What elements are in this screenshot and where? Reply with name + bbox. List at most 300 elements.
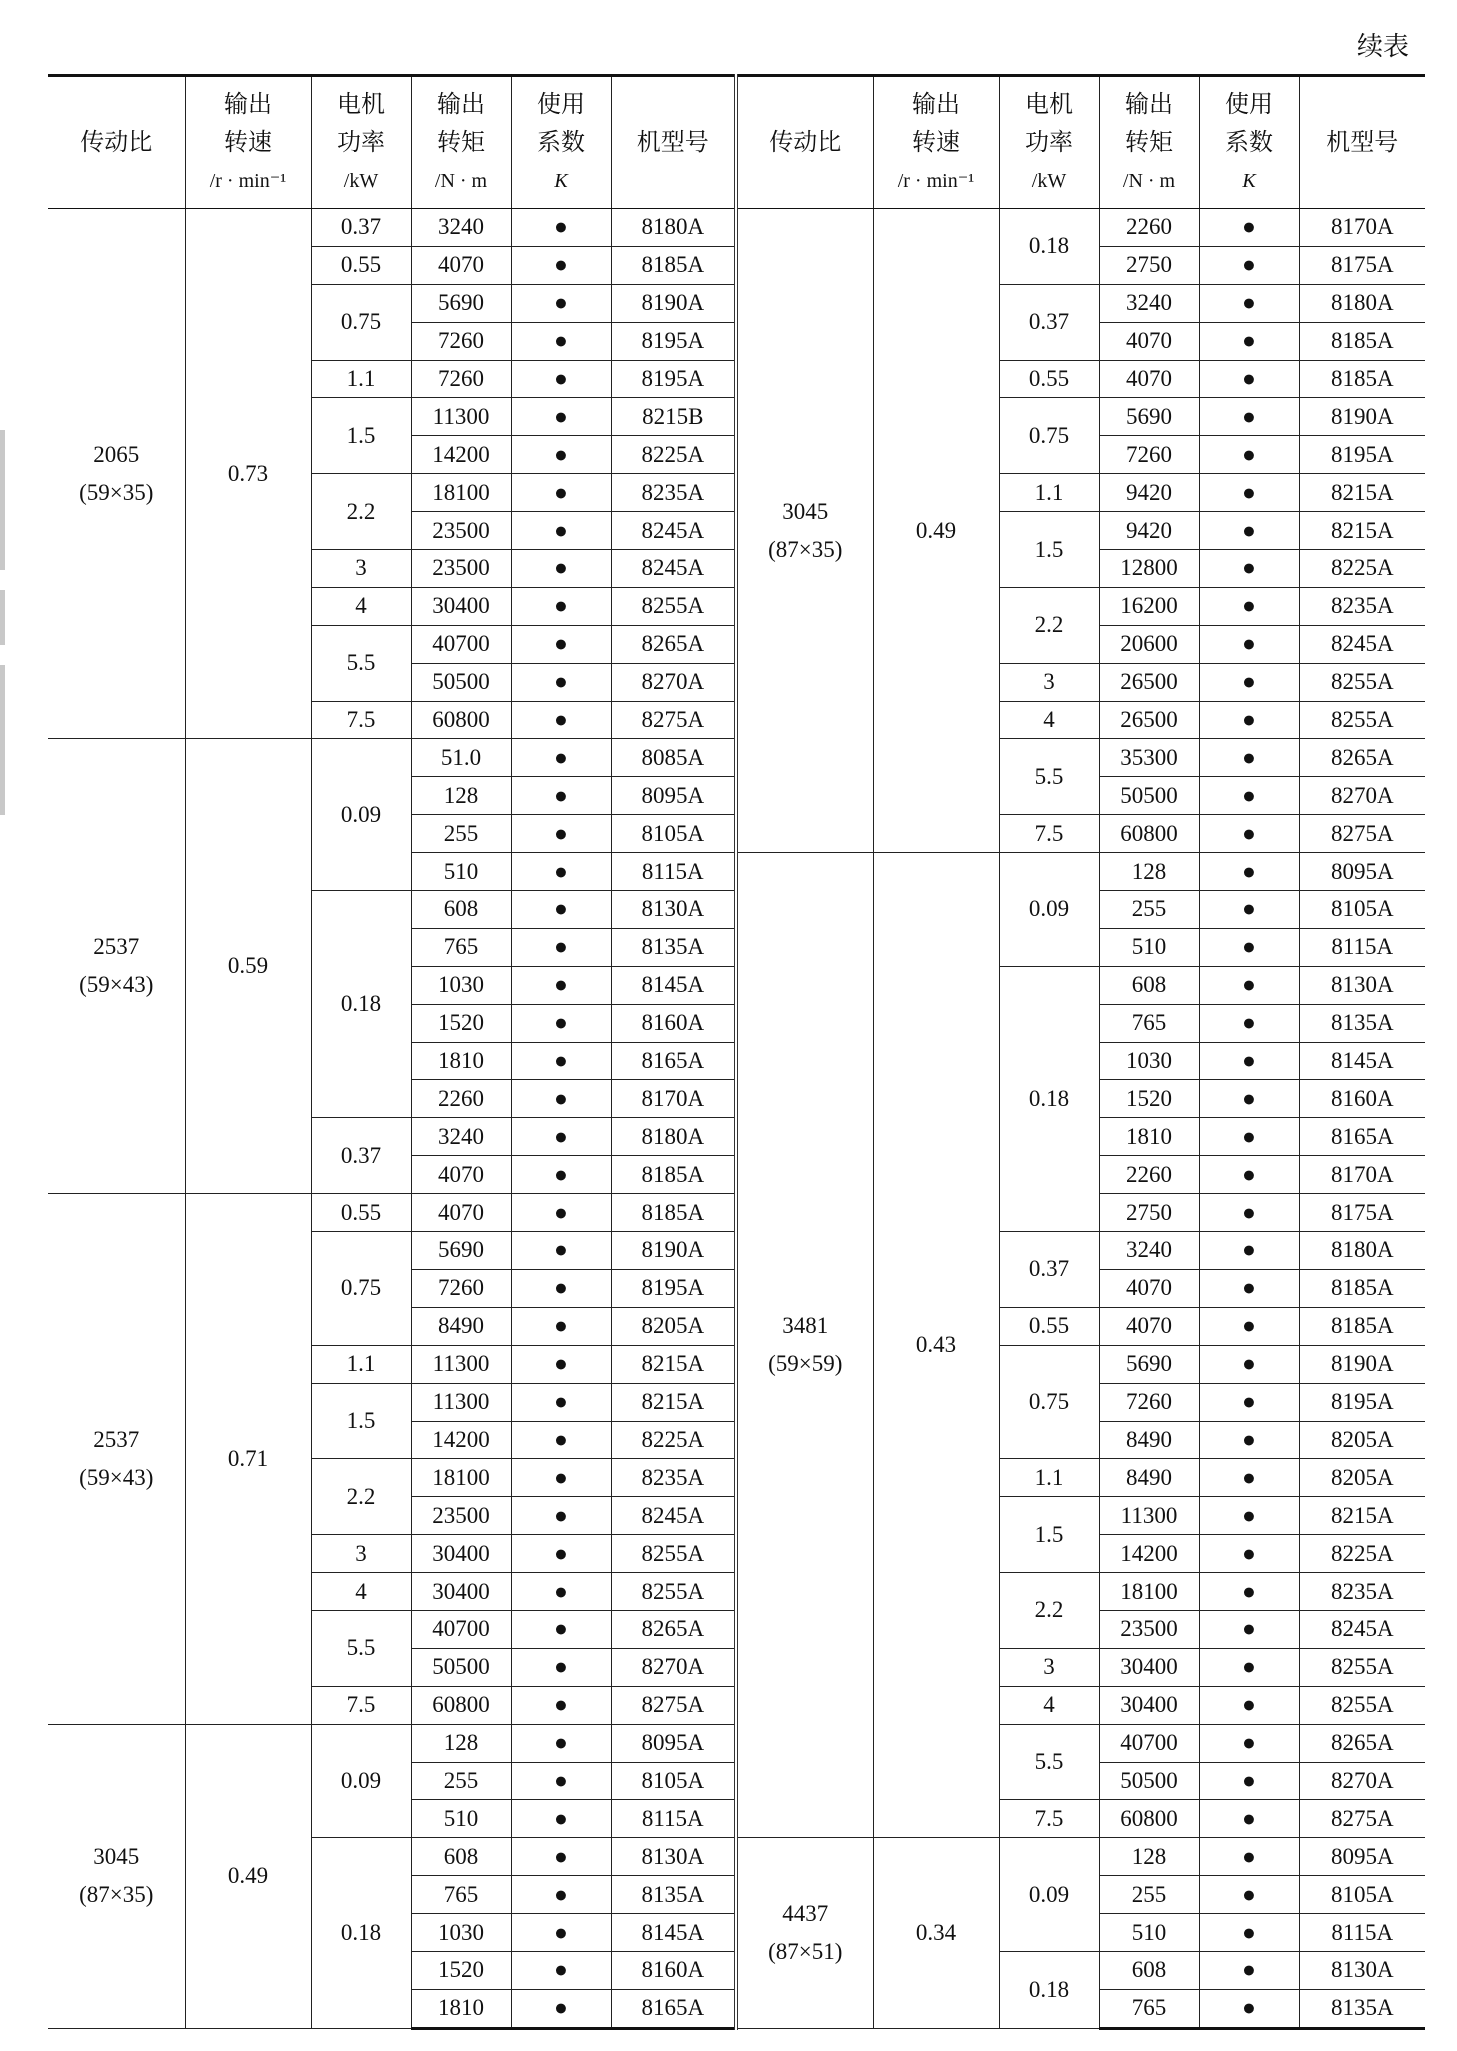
output-torque-cell: 510 [411,853,511,891]
model-number-cell: 8190A [1299,398,1425,436]
output-torque-cell: 23500 [411,1497,511,1535]
model-number-cell: 8275A [611,1686,736,1724]
scan-edge-mark [0,665,5,815]
model-number-cell: 8270A [611,1648,736,1686]
output-torque-cell: 51.0 [411,739,511,777]
service-factor-dot: ● [1199,1648,1299,1686]
service-factor-dot: ● [1199,1269,1299,1307]
output-torque-cell: 1030 [411,1914,511,1952]
motor-power-cell: 1.5 [311,1383,411,1459]
service-factor-dot: ● [511,1269,611,1307]
output-torque-cell: 8490 [1099,1421,1199,1459]
service-factor-dot: ● [511,1307,611,1345]
output-torque-cell: 128 [411,777,511,815]
motor-power-cell: 7.5 [999,1800,1099,1838]
ratio-gear-teeth: (59×43) [79,972,154,998]
header-line: 转速 [912,129,960,156]
output-torque-cell: 30400 [1099,1648,1199,1686]
model-number-cell: 8190A [1299,1345,1425,1383]
service-factor-dot: ● [1199,1194,1299,1232]
model-number-cell: 8185A [611,246,736,284]
output-torque-cell: 510 [411,1800,511,1838]
header-line: /r · min⁻¹ [897,169,975,192]
service-factor-dot: ● [511,1800,611,1838]
service-factor-dot: ● [511,1232,611,1270]
motor-power-cell: 3 [311,1535,411,1573]
output-torque-cell: 30400 [411,1535,511,1573]
output-torque-cell: 4070 [1099,1307,1199,1345]
service-factor-dot: ● [511,1118,611,1156]
service-factor-dot: ● [1199,1118,1299,1156]
ratio-gear-teeth: (87×35) [768,536,843,562]
output-torque-cell: 14200 [1099,1535,1199,1573]
output-torque-cell: 40700 [411,625,511,663]
header-line: 转矩 [437,129,485,156]
motor-power-cell: 0.75 [999,398,1099,474]
output-torque-cell: 7260 [411,1269,511,1307]
motor-power-cell: 3 [999,1648,1099,1686]
output-torque-cell: 50500 [411,663,511,701]
output-torque-cell: 26500 [1099,663,1199,701]
output-torque-cell: 9420 [1099,512,1199,550]
output-speed-cell: 0.49 [873,209,999,853]
service-factor-dot: ● [1199,625,1299,663]
header-output-speed [873,76,999,209]
ratio-value: 4437 [782,1901,829,1927]
output-torque-cell: 50500 [1099,777,1199,815]
motor-power-cell: 0.37 [999,284,1099,360]
service-factor-dot: ● [511,360,611,398]
model-number-cell: 8130A [611,1838,736,1876]
header-line: 系数 [1225,129,1273,156]
output-torque-cell: 14200 [411,1421,511,1459]
model-number-cell: 8255A [611,1573,736,1611]
output-torque-cell: 11300 [411,1383,511,1421]
ratio-cell [48,209,185,739]
model-number-cell: 8190A [611,1232,736,1270]
service-factor-dot: ● [511,853,611,891]
service-factor-dot: ● [511,1156,611,1194]
model-number-cell: 8235A [1299,587,1425,625]
output-torque-cell: 40700 [411,1610,511,1648]
service-factor-dot: ● [511,1648,611,1686]
service-factor-dot: ● [1199,322,1299,360]
service-factor-dot: ● [1199,284,1299,322]
service-factor-dot: ● [1199,663,1299,701]
model-number-cell: 8145A [611,1914,736,1952]
table-row [48,209,1425,247]
service-factor-dot: ● [511,739,611,777]
motor-power-cell: 0.55 [999,360,1099,398]
ratio-value: 3045 [93,1844,140,1870]
output-torque-cell: 1520 [1099,1080,1199,1118]
model-number-cell: 8115A [611,853,736,891]
ratio-value: 2065 [93,441,140,467]
model-number-cell: 8185A [611,1156,736,1194]
model-number-cell: 8135A [611,928,736,966]
ratio-cell [736,209,873,853]
header-line: 使用 [537,91,585,118]
model-number-cell: 8215A [1299,1497,1425,1535]
motor-power-cell: 0.18 [999,1951,1099,2028]
model-number-cell: 8095A [1299,853,1425,891]
output-torque-cell: 1520 [411,1004,511,1042]
model-number-cell: 8215B [611,398,736,436]
service-factor-dot: ● [511,966,611,1004]
service-factor-dot: ● [1199,209,1299,247]
service-factor-dot: ● [1199,1535,1299,1573]
output-torque-cell: 30400 [411,1573,511,1611]
header-line: /kW [343,169,379,192]
output-speed-cell: 0.34 [873,1838,999,2028]
output-torque-cell: 2750 [1099,246,1199,284]
motor-power-cell: 0.18 [311,891,411,1118]
output-torque-cell: 3240 [411,209,511,247]
output-torque-cell: 20600 [1099,625,1199,663]
output-torque-cell: 11300 [1099,1497,1199,1535]
service-factor-dot: ● [1199,1573,1299,1611]
output-torque-cell: 23500 [411,550,511,588]
output-torque-cell: 4070 [1099,360,1199,398]
motor-power-cell: 0.37 [999,1232,1099,1308]
motor-power-cell: 1.1 [311,1345,411,1383]
output-torque-cell: 510 [1099,928,1199,966]
model-number-cell: 8135A [611,1876,736,1914]
header-service-factor [1199,76,1299,209]
service-factor-dot: ● [511,1535,611,1573]
header-ratio [736,76,873,209]
ratio-value: 3481 [782,1313,829,1339]
output-torque-cell: 5690 [411,1232,511,1270]
service-factor-dot: ● [1199,1686,1299,1724]
model-number-cell: 8105A [611,815,736,853]
service-factor-dot: ● [511,891,611,929]
service-factor-dot: ● [1199,1989,1299,2028]
service-factor-dot: ● [511,1497,611,1535]
header-line: 电机 [337,91,385,118]
output-torque-cell: 40700 [1099,1724,1199,1762]
model-number-cell: 8225A [1299,1535,1425,1573]
header-line: 电机 [1025,91,1073,118]
model-number-cell: 8270A [1299,1762,1425,1800]
model-number-cell: 8135A [1299,1004,1425,1042]
service-factor-dot: ● [1199,966,1299,1004]
header-line: 机型号 [636,129,709,156]
output-torque-cell: 608 [411,1838,511,1876]
motor-power-cell: 5.5 [311,625,411,701]
model-number-cell: 8105A [1299,891,1425,929]
output-torque-cell: 1810 [1099,1118,1199,1156]
model-number-cell: 8195A [1299,436,1425,474]
service-factor-dot: ● [1199,1232,1299,1270]
header-line: 使用 [1225,91,1273,118]
header-line: 输出 [224,91,272,118]
motor-power-cell: 0.18 [999,209,1099,285]
ratio-cell [48,1724,185,2028]
output-torque-cell: 3240 [411,1118,511,1156]
output-torque-cell: 23500 [1099,1610,1199,1648]
output-torque-cell: 1030 [411,966,511,1004]
output-torque-cell: 765 [1099,1989,1199,2028]
model-number-cell: 8270A [611,663,736,701]
service-factor-dot: ● [1199,928,1299,966]
reducer-spec-table [48,74,1425,2030]
output-torque-cell: 23500 [411,512,511,550]
model-number-cell: 8190A [611,284,736,322]
header-line: 功率 [1025,129,1073,156]
service-factor-dot: ● [1199,1004,1299,1042]
model-number-cell: 8115A [611,1800,736,1838]
service-factor-dot: ● [511,1724,611,1762]
header-line: 系数 [537,129,585,156]
service-factor-dot: ● [1199,1497,1299,1535]
output-torque-cell: 11300 [411,1345,511,1383]
model-number-cell: 8180A [611,1118,736,1156]
model-number-cell: 8235A [611,1459,736,1497]
service-factor-dot: ● [1199,360,1299,398]
model-number-cell: 8085A [611,739,736,777]
model-number-cell: 8195A [1299,1383,1425,1421]
output-torque-cell: 11300 [411,398,511,436]
output-torque-cell: 255 [411,815,511,853]
output-torque-cell: 608 [411,891,511,929]
output-torque-cell: 7260 [411,360,511,398]
model-number-cell: 8255A [1299,663,1425,701]
output-torque-cell: 16200 [1099,587,1199,625]
ratio-cell [48,1194,185,1724]
service-factor-dot: ● [1199,1610,1299,1648]
model-number-cell: 8255A [1299,701,1425,739]
ratio-cell [736,1838,873,2028]
output-torque-cell: 2260 [411,1080,511,1118]
model-number-cell: 8275A [1299,815,1425,853]
output-torque-cell: 2750 [1099,1194,1199,1232]
model-number-cell: 8205A [1299,1459,1425,1497]
scan-edge-mark [0,430,5,570]
model-number-cell: 8185A [1299,322,1425,360]
motor-power-cell: 0.09 [311,1724,411,1838]
motor-power-cell: 4 [999,1686,1099,1724]
output-speed-cell: 0.49 [185,1724,311,2028]
header-line: 转速 [224,129,272,156]
service-factor-dot: ● [1199,1383,1299,1421]
model-number-cell: 8170A [611,1080,736,1118]
output-torque-cell: 30400 [1099,1686,1199,1724]
model-number-cell: 8160A [611,1004,736,1042]
output-torque-cell: 8490 [1099,1459,1199,1497]
header-line: 机型号 [1326,129,1399,156]
service-factor-dot: ● [511,1686,611,1724]
model-number-cell: 8265A [611,1610,736,1648]
ratio-gear-teeth: (87×51) [768,1939,843,1965]
output-torque-cell: 30400 [411,587,511,625]
service-factor-dot: ● [1199,1459,1299,1497]
model-number-cell: 8165A [1299,1118,1425,1156]
model-number-cell: 8255A [1299,1648,1425,1686]
ratio-gear-teeth: (59×35) [79,479,154,505]
data-table-container [48,74,1425,2030]
model-number-cell: 8215A [1299,474,1425,512]
service-factor-dot: ● [1199,1307,1299,1345]
motor-power-cell: 0.75 [311,1232,411,1346]
motor-power-cell: 2.2 [999,1573,1099,1649]
ratio-cell [736,853,873,1838]
ratio-gear-teeth: (87×35) [79,1882,154,1908]
model-number-cell: 8160A [611,1951,736,1989]
header-line: 转矩 [1125,129,1173,156]
output-torque-cell: 4070 [411,1156,511,1194]
service-factor-dot: ● [511,1989,611,2028]
motor-power-cell: 0.55 [999,1307,1099,1345]
service-factor-dot: ● [1199,739,1299,777]
header-model-no [1299,76,1425,209]
service-factor-dot: ● [511,398,611,436]
motor-power-cell: 4 [311,1573,411,1611]
motor-power-cell: 1.1 [311,360,411,398]
output-speed-cell: 0.73 [185,209,311,739]
service-factor-dot: ● [511,1004,611,1042]
header-output-torque [1099,76,1199,209]
motor-power-cell: 0.37 [311,209,411,247]
output-torque-cell: 5690 [1099,398,1199,436]
model-number-cell: 8130A [1299,1951,1425,1989]
service-factor-dot: ● [511,284,611,322]
model-number-cell: 8235A [611,474,736,512]
service-factor-dot: ● [511,701,611,739]
service-factor-dot: ● [511,322,611,360]
motor-power-cell: 1.5 [311,398,411,474]
output-torque-cell: 1520 [411,1951,511,1989]
service-factor-dot: ● [1199,1876,1299,1914]
output-torque-cell: 4070 [1099,322,1199,360]
model-number-cell: 8225A [611,436,736,474]
ratio-value: 3045 [782,498,829,524]
output-torque-cell: 765 [1099,1004,1199,1042]
model-number-cell: 8245A [1299,1610,1425,1648]
service-factor-dot: ● [511,1194,611,1232]
motor-power-cell: 7.5 [999,815,1099,853]
scan-edge-mark [0,590,5,645]
header-motor-power [311,76,411,209]
table-body [48,209,1425,2029]
output-torque-cell: 9420 [1099,474,1199,512]
output-torque-cell: 2260 [1099,1156,1199,1194]
motor-power-cell: 2.2 [311,474,411,550]
motor-power-cell: 1.5 [999,512,1099,588]
model-number-cell: 8180A [1299,284,1425,322]
output-torque-cell: 1810 [411,1042,511,1080]
service-factor-dot: ● [511,474,611,512]
output-torque-cell: 26500 [1099,701,1199,739]
service-factor-dot: ● [511,777,611,815]
service-factor-dot: ● [511,512,611,550]
model-number-cell: 8145A [611,966,736,1004]
output-torque-cell: 255 [1099,891,1199,929]
service-factor-dot: ● [1199,398,1299,436]
output-torque-cell: 608 [1099,1951,1199,1989]
ratio-gear-teeth: (59×43) [79,1464,154,1490]
header-service-factor [511,76,611,209]
service-factor-dot: ● [511,1951,611,1989]
output-torque-cell: 60800 [411,701,511,739]
model-number-cell: 8095A [611,1724,736,1762]
service-factor-dot: ● [511,1421,611,1459]
output-torque-cell: 50500 [1099,1762,1199,1800]
output-torque-cell: 7260 [411,322,511,360]
continued-label: 续表 [1356,32,1409,61]
motor-power-cell: 5.5 [311,1610,411,1686]
output-torque-cell: 18100 [411,474,511,512]
model-number-cell: 8265A [611,625,736,663]
model-number-cell: 8195A [611,322,736,360]
output-torque-cell: 35300 [1099,739,1199,777]
model-number-cell: 8145A [1299,1042,1425,1080]
service-factor-dot: ● [511,928,611,966]
model-number-cell: 8115A [1299,928,1425,966]
motor-power-cell: 5.5 [999,739,1099,815]
header-line: 传动比 [769,129,842,156]
service-factor-dot: ● [1199,1800,1299,1838]
service-factor-dot: ● [1199,1042,1299,1080]
motor-power-cell: 2.2 [311,1459,411,1535]
output-torque-cell: 8490 [411,1307,511,1345]
ratio-value: 2537 [93,934,140,960]
ratio-gear-teeth: (59×59) [768,1351,843,1377]
motor-power-cell: 3 [311,550,411,588]
model-number-cell: 8270A [1299,777,1425,815]
header-line: 输出 [912,91,960,118]
header-line: 功率 [337,129,385,156]
ratio-value: 2537 [93,1426,140,1452]
motor-power-cell: 0.55 [311,1194,411,1232]
output-torque-cell: 4070 [411,1194,511,1232]
model-number-cell: 8130A [1299,966,1425,1004]
model-number-cell: 8265A [1299,739,1425,777]
model-number-cell: 8135A [1299,1989,1425,2028]
motor-power-cell: 0.37 [311,1118,411,1194]
service-factor-dot: ● [1199,1914,1299,1952]
header-line: K [1242,169,1256,192]
model-number-cell: 8215A [611,1383,736,1421]
service-factor-dot: ● [511,1459,611,1497]
service-factor-dot: ● [1199,1724,1299,1762]
output-torque-cell: 18100 [411,1459,511,1497]
model-number-cell: 8095A [1299,1838,1425,1876]
service-factor-dot: ● [511,1876,611,1914]
motor-power-cell: 0.18 [311,1838,411,2028]
motor-power-cell: 1.5 [999,1497,1099,1573]
service-factor-dot: ● [511,1042,611,1080]
ratio-cell [48,739,185,1194]
header-line: /N · m [434,169,488,192]
output-torque-cell: 255 [411,1762,511,1800]
model-number-cell: 8185A [1299,1269,1425,1307]
header-line: /kW [1031,169,1067,192]
output-torque-cell: 4070 [1099,1269,1199,1307]
output-torque-cell: 255 [1099,1876,1199,1914]
model-number-cell: 8255A [611,1535,736,1573]
output-torque-cell: 7260 [1099,436,1199,474]
motor-power-cell: 7.5 [311,1686,411,1724]
model-number-cell: 8215A [611,1345,736,1383]
model-number-cell: 8245A [611,550,736,588]
output-torque-cell: 608 [1099,966,1199,1004]
service-factor-dot: ● [511,1383,611,1421]
service-factor-dot: ● [1199,1080,1299,1118]
output-torque-cell: 765 [411,1876,511,1914]
motor-power-cell: 0.55 [311,246,411,284]
output-torque-cell: 60800 [1099,815,1199,853]
